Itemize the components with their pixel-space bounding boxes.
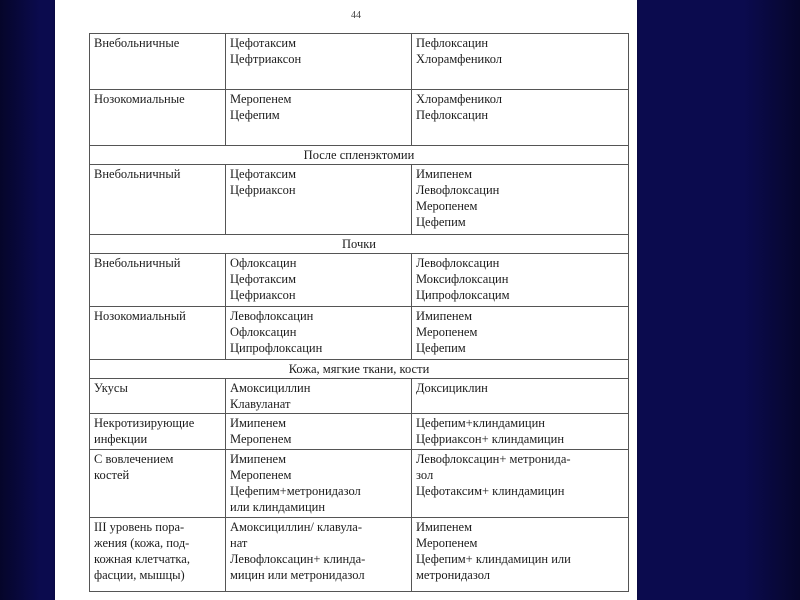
alternative-drugs-cell [412, 450, 629, 518]
alternative-drugs-cell [412, 307, 629, 360]
cell-line: Цефепим+клиндамицин [416, 416, 545, 430]
table-row [90, 90, 629, 146]
cell-line: кожная клетчатка, [94, 552, 190, 566]
infection-type-cell [90, 518, 226, 592]
cell-line: Цефотаксим [230, 167, 296, 181]
table-row [90, 379, 629, 414]
cell-line: Моксифлоксацин [416, 272, 509, 286]
cell-line: III уровень пора- [94, 520, 185, 534]
section-header-row [90, 146, 629, 165]
first-line-drugs-cell [226, 307, 412, 360]
infection-type-cell [90, 307, 226, 360]
cell-line: Левофлоксацин [230, 309, 314, 323]
section-title: После спленэктомии [90, 146, 629, 165]
cell-line: Нозокомиальный [94, 309, 186, 323]
cell-line: Меропенем [230, 92, 292, 106]
cell-line: Меропенем [416, 325, 478, 339]
table-row [90, 450, 629, 518]
first-line-drugs-cell [226, 379, 412, 414]
cell-line: нат [230, 536, 248, 550]
first-line-drugs-cell [226, 518, 412, 592]
cell-line: Цефепим [230, 108, 280, 122]
cell-line: Внебольничный [94, 167, 181, 181]
cell-line: Меропенем [416, 199, 478, 213]
table-row [90, 254, 629, 307]
section-header-row [90, 360, 629, 379]
cell-line: Имипенем [230, 452, 287, 466]
cell-line: Имипенем [416, 167, 473, 181]
alternative-drugs-cell [412, 165, 629, 235]
cell-line: Меропенем [230, 468, 292, 482]
cell-line: мицин или метронидазол [230, 568, 365, 582]
cell-line: Цефепим [416, 341, 466, 355]
cell-line: Имипенем [416, 309, 473, 323]
section-title: Почки [90, 235, 629, 254]
first-line-drugs-cell [226, 90, 412, 146]
antibiotic-table [89, 33, 629, 592]
cell-line: Левофлоксацин [416, 256, 500, 270]
cell-line: Доксициклин [416, 381, 488, 395]
cell-line: Ципрофлоксацим [416, 288, 510, 302]
cell-line: Левофлоксацин+ клинда- [230, 552, 366, 566]
infection-type-cell [90, 165, 226, 235]
document-page [55, 0, 637, 600]
cell-line: Клавуланат [230, 397, 291, 411]
cell-line: Офлоксацин [230, 325, 297, 339]
cell-line: Некротизирующие [94, 416, 195, 430]
cell-line: Внебольничные [94, 36, 180, 50]
page-number: 44 [351, 10, 361, 21]
cell-line: Нозокомиальные [94, 92, 185, 106]
cell-line: Меропенем [416, 536, 478, 550]
alternative-drugs-cell [412, 518, 629, 592]
table-row [90, 307, 629, 360]
cell-line: Хлорамфеникол [416, 92, 503, 106]
cell-line: Цефотаксим [230, 36, 296, 50]
cell-line: Ципрофлоксацин [230, 341, 323, 355]
cell-line: Меропенем [230, 432, 292, 446]
cell-line: Цефотаксим [230, 272, 296, 286]
section-title: Кожа, мягкие ткани, кости [90, 360, 629, 379]
cell-line: Хлорамфеникол [416, 52, 503, 66]
cell-line: Внебольничный [94, 256, 181, 270]
alternative-drugs-cell [412, 379, 629, 414]
cell-line: Цефтриаксон [230, 52, 302, 66]
cell-line: Амоксициллин/ клавула- [230, 520, 363, 534]
cell-line: Цефепим+метронидазол [230, 484, 361, 498]
alternative-drugs-cell [412, 34, 629, 90]
table-row [90, 518, 629, 592]
antibiotic-table-body [90, 34, 629, 592]
table-row [90, 34, 629, 90]
cell-line: Цефепим [416, 215, 466, 229]
cell-line: Имипенем [416, 520, 473, 534]
cell-line: Цефотаксим+ клиндамицин [416, 484, 565, 498]
cell-line: фасции, мышцы) [94, 568, 185, 582]
cell-line: Амоксициллин [230, 381, 311, 395]
infection-type-cell [90, 254, 226, 307]
cell-line: Цефриаксон [230, 288, 296, 302]
cell-line: Левофлоксацин [416, 183, 500, 197]
cell-line: зол [416, 468, 434, 482]
cell-line: Цефриаксон [230, 183, 296, 197]
first-line-drugs-cell [226, 450, 412, 518]
alternative-drugs-cell [412, 414, 629, 450]
alternative-drugs-cell [412, 90, 629, 146]
infection-type-cell [90, 414, 226, 450]
section-header-row [90, 235, 629, 254]
infection-type-cell [90, 379, 226, 414]
cell-line: жения (кожа, под- [94, 536, 190, 550]
infection-type-cell [90, 90, 226, 146]
cell-line: метронидазол [416, 568, 491, 582]
infection-type-cell [90, 34, 226, 90]
first-line-drugs-cell [226, 34, 412, 90]
table-row [90, 165, 629, 235]
cell-line: костей [94, 468, 130, 482]
table-row [90, 414, 629, 450]
cell-line: или клиндамицин [230, 500, 326, 514]
first-line-drugs-cell [226, 165, 412, 235]
cell-line: Имипенем [230, 416, 287, 430]
cell-line: инфекции [94, 432, 148, 446]
cell-line: Левофлоксацин+ метронида- [416, 452, 571, 466]
alternative-drugs-cell [412, 254, 629, 307]
cell-line: Офлоксацин [230, 256, 297, 270]
cell-line: С вовлечением [94, 452, 174, 466]
first-line-drugs-cell [226, 414, 412, 450]
first-line-drugs-cell [226, 254, 412, 307]
cell-line: Пефлоксацин [416, 36, 489, 50]
cell-line: Укусы [94, 381, 128, 395]
cell-line: Цефриаксон+ клиндамицин [416, 432, 565, 446]
cell-line: Пефлоксацин [416, 108, 489, 122]
cell-line: Цефепим+ клиндамицин или [416, 552, 571, 566]
infection-type-cell [90, 450, 226, 518]
